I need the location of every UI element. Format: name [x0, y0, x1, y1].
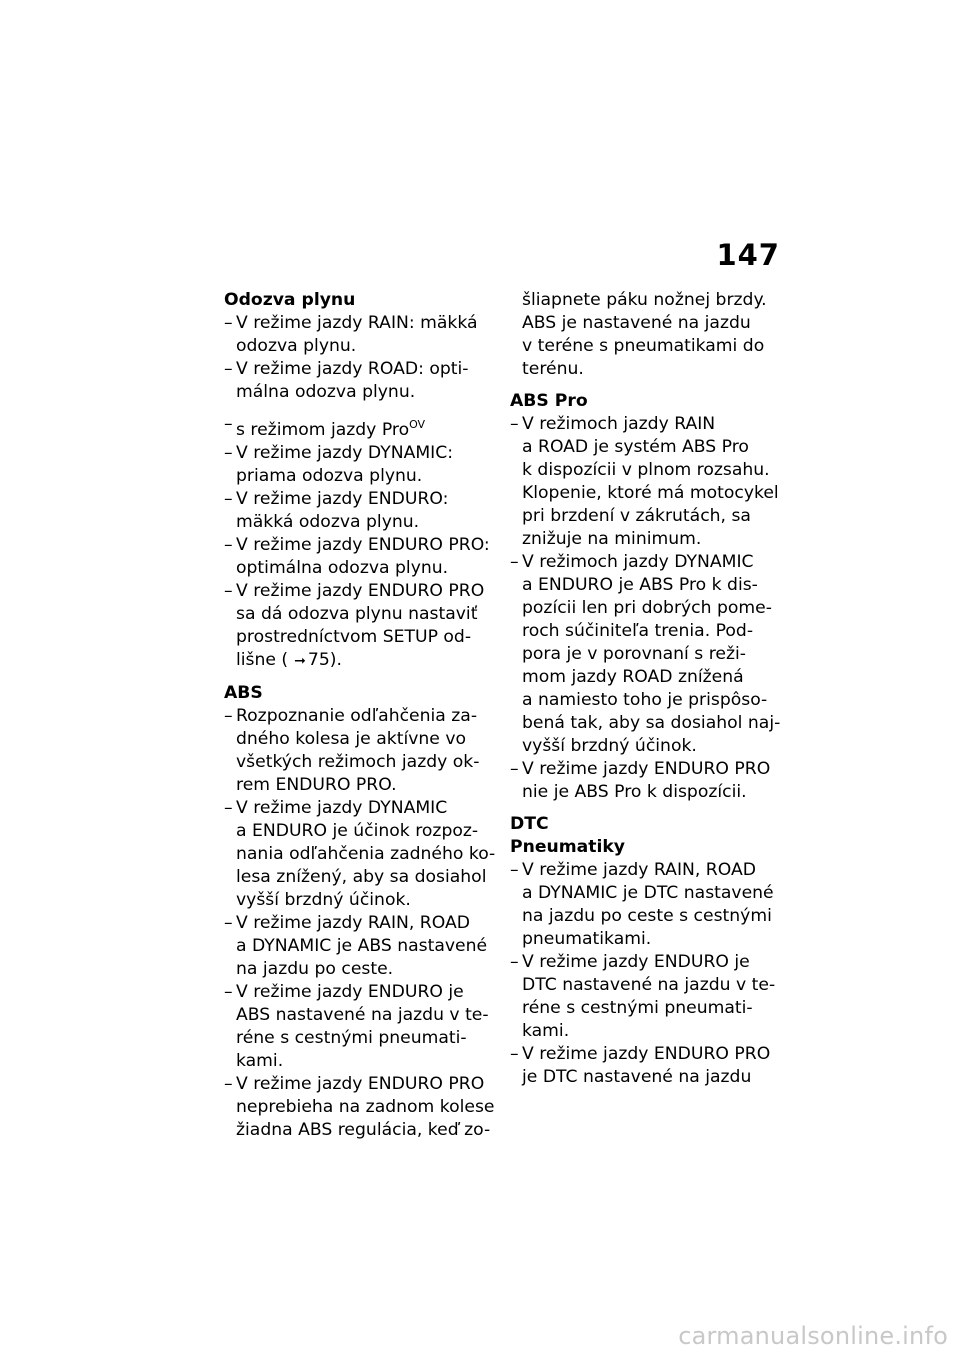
list-item: – Rozpoznanie odľahčenia za- dného kolesa je aktívne vo všetkých režimoch jazdy ok- rem ENDURO PRO. — [224, 705, 504, 797]
list-item: – V režime jazdy RAIN, ROAD a DYNAMIC je DTC nastavené na jazdu po ceste s cestnými pneumatikami. — [510, 859, 782, 951]
dtc-list — [510, 859, 782, 1089]
pro-mode-text: s režimom jazdy Pro — [236, 420, 410, 440]
arrow-right-icon: ➞ — [294, 653, 306, 669]
list-item: – V režime jazdy DYNAMIC: priama odozva plynu. — [224, 442, 504, 488]
section-title-abs: ABS — [224, 683, 263, 703]
throttle-list-2 — [224, 413, 504, 673]
right-column — [510, 289, 782, 1089]
left-column — [224, 289, 504, 1142]
section-title-abs-pro: ABS Pro — [510, 391, 588, 411]
abs-pro-list — [510, 413, 782, 804]
list-item: – V režimoch jazdy RAIN a ROAD je systém ABS Pro k dispozícii v plnom rozsahu. Klopenie, ktoré má motocykel pri brzdení v zákrutách, sa znižuje na minimum. — [510, 413, 782, 551]
list-item-with-reference — [224, 580, 504, 673]
list-item-pro — [224, 413, 504, 442]
list-item: – V režime jazdy ENDURO je ABS nastavené na jazdu v te- réne s cestnými pneumati- kami. — [224, 981, 504, 1073]
list-item: – V režime jazdy ROAD: opti- málna odozva plynu. — [224, 358, 504, 404]
throttle-list-1 — [224, 312, 504, 404]
option-superscript: OV — [409, 418, 426, 431]
list-item: – V režime jazdy DYNAMIC a ENDURO je účinok rozpoz- nania odľahčenia zadného ko- lesa znížený, aby sa dosiahol vyšší brzdný účinok. — [224, 797, 504, 912]
page-reference-link[interactable]: 75). — [307, 650, 342, 670]
section-title-throttle-response: Odozva plynu — [224, 290, 356, 310]
list-item: – V režime jazdy ENDURO PRO nie je ABS Pro k dispozícii. — [510, 758, 782, 804]
list-item: – V režime jazdy RAIN: mäkká odozva plynu. — [224, 312, 504, 358]
section-subtitle-tires: Pneumatiky — [510, 837, 625, 857]
list-item: – V režimoch jazdy DYNAMIC a ENDURO je ABS Pro k dis- pozícii len pri dobrých pome- roch súčiniteľa trenia. Pod- pora je v porovnaní s reži- mom jazdy ROAD znížená a namiesto toho je prispôso- bená tak, aby sa dosiahol naj- vyšší brzdný účinok. — [510, 551, 782, 758]
list-item: – V režime jazdy RAIN, ROAD a DYNAMIC je ABS nastavené na jazdu po ceste. — [224, 912, 504, 981]
list-item: – V režime jazdy ENDURO PRO: optimálna odozva plynu. — [224, 534, 504, 580]
watermark: carmanualsonline.info — [678, 1322, 948, 1350]
reference-text: V režime jazdy ENDURO PRO sa dá odozva plynu nastaviť prostredníctvom SETUP od- lišne ( — [236, 581, 485, 670]
section-title-dtc: DTC — [510, 814, 549, 834]
page-number: 147 — [716, 238, 780, 272]
continued-paragraph: šliapnete páku nožnej brzdy. ABS je nastavené na jazdu v teréne s pneumatikami do terénu. — [522, 290, 767, 379]
list-item: – V režime jazdy ENDURO: mäkká odozva plynu. — [224, 488, 504, 534]
list-item: – V režime jazdy ENDURO je DTC nastavené na jazdu v te- réne s cestnými pneumati- kami. — [510, 951, 782, 1043]
list-item: – V režime jazdy ENDURO PRO neprebieha na zadnom kolese žiadna ABS regulácia, keď zo- — [224, 1073, 504, 1142]
list-item: – V režime jazdy ENDURO PRO je DTC nastavené na jazdu — [510, 1043, 782, 1089]
abs-list — [224, 705, 504, 1142]
